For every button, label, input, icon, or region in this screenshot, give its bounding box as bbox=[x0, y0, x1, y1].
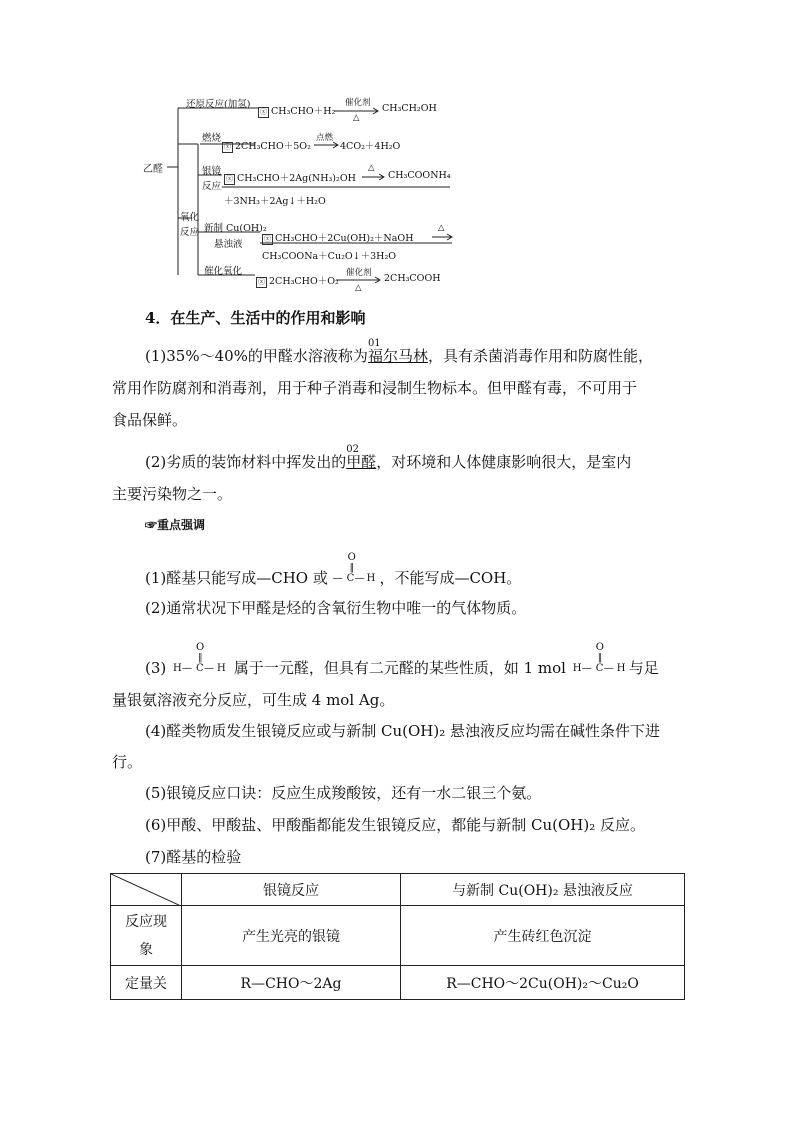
silver-product: CH₃COONH₄ bbox=[388, 170, 451, 181]
carbonyl-h-formula: O ‖ — C — H bbox=[332, 552, 376, 584]
circle-mark-icon: ⓧ bbox=[224, 143, 231, 151]
table-row-label-quantitative: 定量关 bbox=[111, 966, 182, 1000]
emphasis-item-3-text-b: 与足 bbox=[628, 659, 659, 677]
combustion-product: 4CO₂＋4H₂O bbox=[340, 141, 401, 152]
paragraph-2-line-1 bbox=[145, 446, 631, 478]
blank-01 bbox=[368, 340, 428, 372]
blank-answer-01: 福尔马林 bbox=[367, 347, 428, 365]
table-cell: 产生砖红色沉淀 bbox=[401, 906, 685, 966]
blank-02 bbox=[346, 446, 376, 478]
emphasis-item-4-line-2: 行。 bbox=[112, 753, 143, 771]
circle-mark-icon: ⓧ bbox=[264, 235, 271, 243]
section-heading: 4．在生产、生活中的作用和影响 bbox=[145, 309, 366, 327]
combustion-reactant: 2CH₃CHO＋5O₂ bbox=[235, 141, 311, 152]
circle-mark-icon: ⓧ bbox=[258, 278, 265, 286]
silver-label-1: 银镜 bbox=[202, 166, 222, 177]
emphasis-item-5: (5)银镜反应口诀：反应生成羧酸铵，还有一水二银三个氨。 bbox=[145, 784, 542, 802]
oxidation-label-2: 反应 bbox=[180, 227, 200, 238]
formaldehyde-formula-2: O ‖ H — C — H bbox=[572, 642, 626, 674]
emphasis-item-6: (6)甲酸、甲酸盐、甲酸酯都能发生银镜反应，都能与新制 Cu(OH)₂ 反应。 bbox=[145, 816, 646, 834]
combustion-label: 燃烧 bbox=[202, 133, 222, 144]
silver-reactant: CH₃CHO＋2Ag(NH₃)₂OH bbox=[237, 173, 356, 184]
reduction-product: CH₃CH₂OH bbox=[382, 103, 437, 114]
copper-reactant: CH₃CHO＋2Cu(OH)₂＋NaOH bbox=[275, 233, 414, 244]
circle-mark-icon: ⓧ bbox=[226, 175, 233, 183]
paragraph-2-text-a: (2)劣质的装饰材料中挥发出的 bbox=[145, 453, 347, 471]
copper-condition: △ bbox=[438, 223, 445, 233]
blank-number-02: 02 bbox=[346, 444, 359, 455]
table-row bbox=[111, 874, 685, 906]
copper-label-1: 新制 Cu(OH)₂ bbox=[204, 223, 267, 234]
diagonal-line bbox=[111, 874, 181, 906]
silver-label-2: 反应 bbox=[202, 181, 222, 192]
silver-condition: △ bbox=[368, 163, 375, 173]
table-cell: R—CHO～2Cu(OH)₂～Cu₂O bbox=[401, 966, 685, 1000]
emphasis-item-3-line-2: 量银氨溶液充分反应，可生成 4 mol Ag。 bbox=[112, 691, 395, 709]
emphasis-item-3-number: (3) bbox=[145, 659, 167, 677]
table-row bbox=[111, 966, 685, 1000]
table-header-silver: 银镜反应 bbox=[182, 874, 401, 906]
copper-line2: CH₃COONa＋Cu₂O↓＋3H₂O bbox=[262, 251, 397, 262]
diagram-root-label: 乙醛 bbox=[143, 164, 163, 175]
emphasis-title-text: 重点强调 bbox=[157, 518, 206, 532]
catalytic-product: 2CH₃COOH bbox=[384, 273, 441, 284]
catalytic-reactant: 2CH₃CHO＋O₂ bbox=[269, 276, 339, 287]
table-diagonal-cell bbox=[111, 874, 182, 906]
catalytic-condition-top: 催化剂 bbox=[346, 268, 372, 278]
table-row bbox=[111, 906, 685, 966]
hand-pointer-icon: ☞ bbox=[145, 518, 158, 532]
reduction-condition-top: 催化剂 bbox=[345, 98, 371, 108]
table-cell: R—CHO～2Ag bbox=[182, 966, 401, 1000]
catalytic-condition-bottom: △ bbox=[355, 283, 362, 293]
blank-number-01: 01 bbox=[367, 338, 381, 349]
emphasis-item-1-text-a: (1)醛基只能写成—CHO 或 bbox=[145, 569, 328, 587]
combustion-condition: 点燃 bbox=[316, 133, 334, 143]
paragraph-1-line-3: 食品保鲜。 bbox=[112, 411, 188, 429]
emphasis-item-7: (7)醛基的检验 bbox=[145, 848, 242, 866]
catalytic-label: 催化氧化 bbox=[204, 266, 243, 277]
paragraph-1-text-b: ，具有杀菌消毒作用和防腐性能， bbox=[427, 347, 653, 365]
reduction-condition-bottom: △ bbox=[353, 113, 360, 123]
emphasis-title bbox=[145, 516, 205, 533]
emphasis-item-1 bbox=[145, 552, 522, 596]
reduction-reactant: CH₃CHO＋H₂ bbox=[271, 106, 336, 117]
paragraph-1-line-2: 常用作防腐剂和消毒剂，用于种子消毒和浸制生物标本。但甲醛有毒，不可用于 bbox=[112, 379, 638, 397]
circle-mark-icon: ⓧ bbox=[260, 108, 267, 116]
emphasis-item-4-line-1: (4)醛类物质发生银镜反应或与新制 Cu(OH)₂ 悬浊液反应均需在碱性条件下进 bbox=[145, 722, 661, 740]
blank-answer-02: 甲醛 bbox=[346, 453, 377, 471]
emphasis-item-3-text-a: 属于一元醛，但具有二元醛的某些性质，如 1 mol bbox=[233, 659, 566, 677]
paragraph-2-line-2: 主要污染物之一。 bbox=[112, 485, 233, 503]
silver-line2: ＋3NH₃＋2Ag↓＋H₂O bbox=[224, 196, 326, 207]
emphasis-item-2: (2)通常状况下甲醛是烃的含氧衍生物中唯一的气体物质。 bbox=[145, 599, 527, 617]
paragraph-1-text-a: (1)35%～40%的甲醛水溶液称为 bbox=[145, 347, 368, 365]
copper-label-2: 悬浊液 bbox=[214, 239, 243, 250]
paragraph-1-line-1 bbox=[145, 340, 653, 372]
paragraph-2-text-b: ，对环境和人体健康影响很大，是室内 bbox=[376, 453, 632, 471]
aldehyde-test-table bbox=[110, 873, 685, 1000]
table-cell: 产生光亮的银镜 bbox=[182, 906, 401, 966]
reduction-label: 还原反应(加氢) bbox=[186, 99, 251, 110]
table-row-label-phenomenon: 反应现 象 bbox=[111, 906, 182, 966]
emphasis-item-1-text-b: ，不能写成—COH。 bbox=[379, 569, 522, 587]
oxidation-label-1: 氧化 bbox=[180, 212, 200, 223]
table-header-copper: 与新制 Cu(OH)₂ 悬浊液反应 bbox=[401, 874, 685, 906]
formaldehyde-formula: O ‖ H — C — H bbox=[173, 642, 226, 674]
emphasis-item-3 bbox=[145, 642, 659, 686]
